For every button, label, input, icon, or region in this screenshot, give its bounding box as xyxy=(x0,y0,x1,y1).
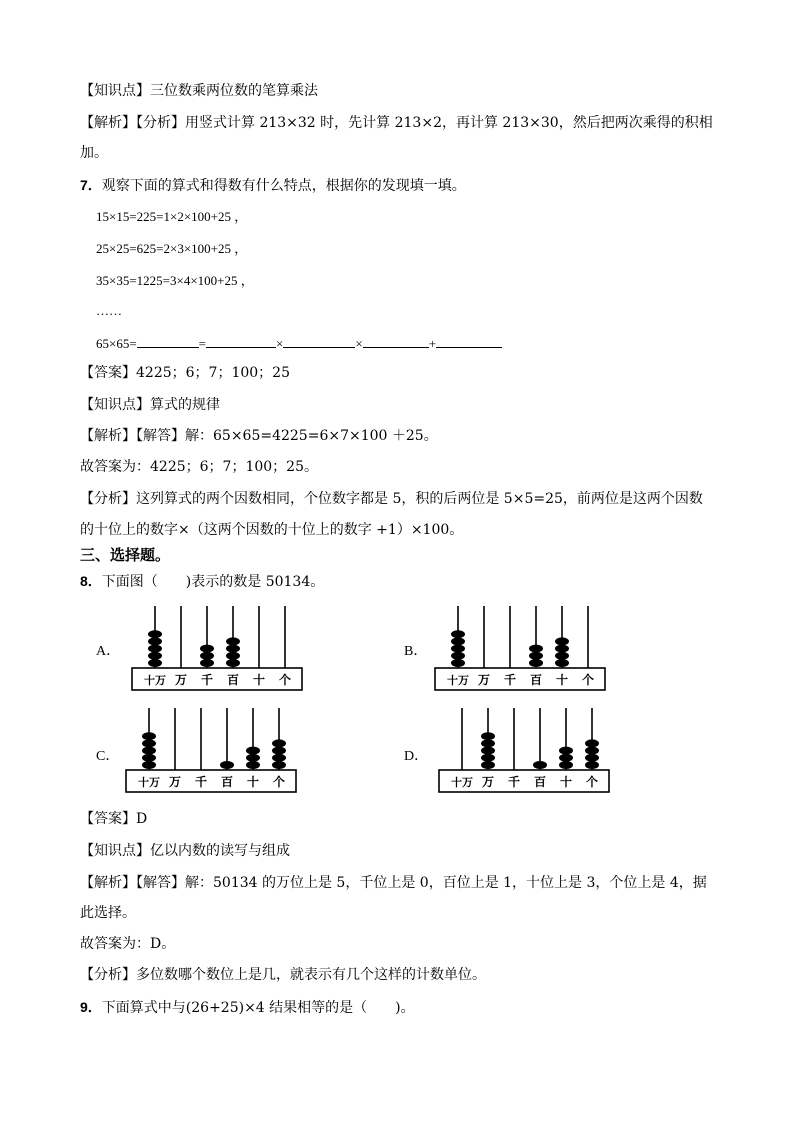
equals-sign: = xyxy=(198,336,207,351)
abacus-bead xyxy=(200,659,214,667)
blank-3[interactable] xyxy=(283,333,355,348)
abacus-bead xyxy=(142,739,156,747)
abacus-bead xyxy=(226,652,240,660)
place-value-label: 十万 xyxy=(451,776,473,789)
abacus-bead xyxy=(481,754,495,762)
q7-solution xyxy=(80,427,438,445)
abacus-bead xyxy=(451,630,465,638)
abacus-bead xyxy=(481,739,495,747)
place-value-label: 个 xyxy=(581,673,595,687)
equation-1: 15×15=225=1×2×100+25 ， xyxy=(96,209,248,224)
text: 三位数乘两位数的笔算乘法 xyxy=(150,83,318,99)
abacus-bead xyxy=(226,659,240,667)
question-number: 7． xyxy=(80,177,102,193)
section-heading: 三、选择题。 xyxy=(80,546,171,564)
tag: 【解析】【解答】 xyxy=(80,428,185,444)
text: 用竖式计算 213×32 时，先计算 213×2，再计算 213×30，然后把两次乘得的积相 xyxy=(185,115,713,131)
abacus-svg xyxy=(433,604,607,692)
text: 解：50134 的万位上是 5，千位上是 0，百位上是 1，十位上是 3，个位上是 4，据 xyxy=(185,875,707,891)
blank-1[interactable] xyxy=(137,333,199,348)
abacus-bead xyxy=(555,645,569,653)
answer-text: D xyxy=(136,811,148,827)
abacus-bead xyxy=(272,739,286,747)
q8-solution xyxy=(80,874,707,892)
place-value-label: 万 xyxy=(168,775,182,789)
tag: 【解析】【分析】 xyxy=(80,115,185,131)
analysis-line xyxy=(80,114,713,132)
abacus-bead xyxy=(585,739,599,747)
abacus-bead xyxy=(272,754,286,762)
q7-stem xyxy=(80,176,466,195)
abacus-bead xyxy=(585,747,599,755)
place-value-label: 百 xyxy=(529,673,543,687)
place-value-label: 个 xyxy=(278,673,292,687)
abacus-option-a[interactable] xyxy=(130,604,304,696)
tag: 【分析】 xyxy=(80,967,136,983)
abacus-bead xyxy=(555,652,569,660)
blank-4[interactable] xyxy=(363,333,429,348)
q8-analysis xyxy=(80,966,486,984)
place-value-label: 十 xyxy=(246,775,260,789)
abacus-bead xyxy=(481,732,495,740)
place-value-label: 百 xyxy=(220,775,234,789)
plus-sign: + xyxy=(428,336,437,351)
abacus-bead xyxy=(481,747,495,755)
q8-conclusion: 故答案为：D。 xyxy=(80,936,176,952)
place-value-label: 百 xyxy=(533,775,547,789)
q8-knowledge xyxy=(80,842,290,860)
q7-analysis-2: 的十位上的数字×（这两个因数的十位上的数字 +1）×100。 xyxy=(80,522,464,538)
abacus-bead xyxy=(585,761,599,769)
abacus-bead xyxy=(451,652,465,660)
abacus-svg xyxy=(130,604,304,692)
question-number: 8． xyxy=(80,573,102,589)
tag: 【知识点】 xyxy=(80,83,150,99)
abacus-svg xyxy=(437,706,611,794)
abacus-bead xyxy=(481,761,495,769)
abacus-bead xyxy=(555,637,569,645)
place-value-label: 千 xyxy=(507,775,521,789)
q7-conclusion: 故答案为：4225；6；7；100；25。 xyxy=(80,459,318,475)
abacus-bead xyxy=(246,747,260,755)
abacus-bead xyxy=(148,659,162,667)
place-value-label: 万 xyxy=(174,673,188,687)
fill-in-equation xyxy=(96,333,502,353)
place-value-label: 个 xyxy=(272,775,286,789)
q8-solution-2: 此选择。 xyxy=(80,905,136,921)
place-value-label: 千 xyxy=(503,673,517,687)
place-value-label: 十万 xyxy=(447,674,469,687)
abacus-bead xyxy=(529,659,543,667)
tag: 【知识点】 xyxy=(80,397,150,413)
tag: 【答案】 xyxy=(80,811,136,827)
place-value-label: 百 xyxy=(226,673,240,687)
abacus-svg xyxy=(124,706,298,794)
times-sign: × xyxy=(276,336,284,351)
abacus-option-c[interactable] xyxy=(124,706,298,798)
place-value-label: 十 xyxy=(555,673,569,687)
abacus-bead xyxy=(451,637,465,645)
abacus-bead xyxy=(142,761,156,769)
q8-answer xyxy=(80,810,147,828)
text: 这列算式的两个因数相同，个位数字都是 5，积的后两位是 5×5=25，前两位是这两个因数 xyxy=(136,491,703,507)
abacus-bead xyxy=(559,747,573,755)
q9-stem xyxy=(80,998,415,1017)
place-value-label: 十万 xyxy=(138,776,160,789)
option-c-letter[interactable]: C． xyxy=(96,749,120,764)
abacus-bead xyxy=(559,754,573,762)
q7-answer xyxy=(80,364,290,382)
abacus-bead xyxy=(142,754,156,762)
abacus-bead xyxy=(451,645,465,653)
knowledge-line xyxy=(80,82,318,100)
text: 亿以内数的读写与组成 xyxy=(150,843,290,859)
abacus-bead xyxy=(585,754,599,762)
place-value-label: 万 xyxy=(481,775,495,789)
abacus-bead xyxy=(148,630,162,638)
abacus-bead xyxy=(272,747,286,755)
blank-2[interactable] xyxy=(206,333,276,348)
question-number: 9． xyxy=(80,999,102,1015)
question-text: 下面算式中与(26+25)×4 结果相等的是（ )。 xyxy=(101,1000,415,1016)
times-sign: × xyxy=(355,336,363,351)
abacus-bead xyxy=(200,652,214,660)
text: 解：65×65=4225=6×7×100 ＋25。 xyxy=(185,428,438,444)
abacus-bead xyxy=(200,645,214,653)
place-value-label: 千 xyxy=(200,673,214,687)
answer-text: 4225；6；7；100；25 xyxy=(136,365,290,381)
text: 算式的规律 xyxy=(150,397,220,413)
tag: 【分析】 xyxy=(80,491,136,507)
abacus-bead xyxy=(148,652,162,660)
equation-3: 35×35=1225=3×4×100+25 ， xyxy=(96,273,254,288)
abacus-bead xyxy=(533,761,547,769)
q7-analysis xyxy=(80,490,703,508)
abacus-bead xyxy=(226,637,240,645)
abacus-bead xyxy=(246,754,260,762)
abacus-bead xyxy=(272,761,286,769)
abacus-bead xyxy=(451,659,465,667)
place-value-label: 万 xyxy=(477,673,491,687)
question-text: 下面图（ )表示的数是 50134。 xyxy=(101,574,325,590)
ellipsis: …… xyxy=(96,303,122,318)
equation-prefix: 65×65= xyxy=(96,336,137,351)
abacus-bead xyxy=(226,645,240,653)
abacus-bead xyxy=(529,645,543,653)
abacus-option-b[interactable] xyxy=(433,604,607,696)
place-value-label: 十 xyxy=(252,673,266,687)
option-b-letter[interactable]: B． xyxy=(404,644,428,659)
abacus-option-d[interactable] xyxy=(437,706,611,798)
blank-5[interactable] xyxy=(436,333,502,348)
abacus-bead xyxy=(148,637,162,645)
option-a-letter[interactable]: A． xyxy=(96,644,121,659)
abacus-bead xyxy=(142,732,156,740)
place-value-label: 十 xyxy=(559,775,573,789)
text: 多位数哪个数位上是几，就表示有几个这样的计数单位。 xyxy=(136,967,486,983)
place-value-label: 十万 xyxy=(144,674,166,687)
tag: 【答案】 xyxy=(80,365,136,381)
tag: 【解析】【解答】 xyxy=(80,875,185,891)
abacus-bead xyxy=(246,761,260,769)
place-value-label: 个 xyxy=(585,775,599,789)
option-d-letter[interactable]: D． xyxy=(404,749,429,764)
equation-2: 25×25=625=2×3×100+25 ， xyxy=(96,241,248,256)
abacus-bead xyxy=(142,747,156,755)
abacus-bead xyxy=(555,659,569,667)
place-value-label: 千 xyxy=(194,775,208,789)
analysis-line-2: 加。 xyxy=(80,145,108,161)
abacus-bead xyxy=(148,645,162,653)
tag: 【知识点】 xyxy=(80,843,150,859)
abacus-bead xyxy=(529,652,543,660)
q8-stem xyxy=(80,572,324,591)
abacus-bead xyxy=(559,761,573,769)
question-text: 观察下面的算式和得数有什么特点，根据你的发现填一填。 xyxy=(101,178,466,194)
q7-knowledge xyxy=(80,396,220,414)
abacus-bead xyxy=(220,761,234,769)
